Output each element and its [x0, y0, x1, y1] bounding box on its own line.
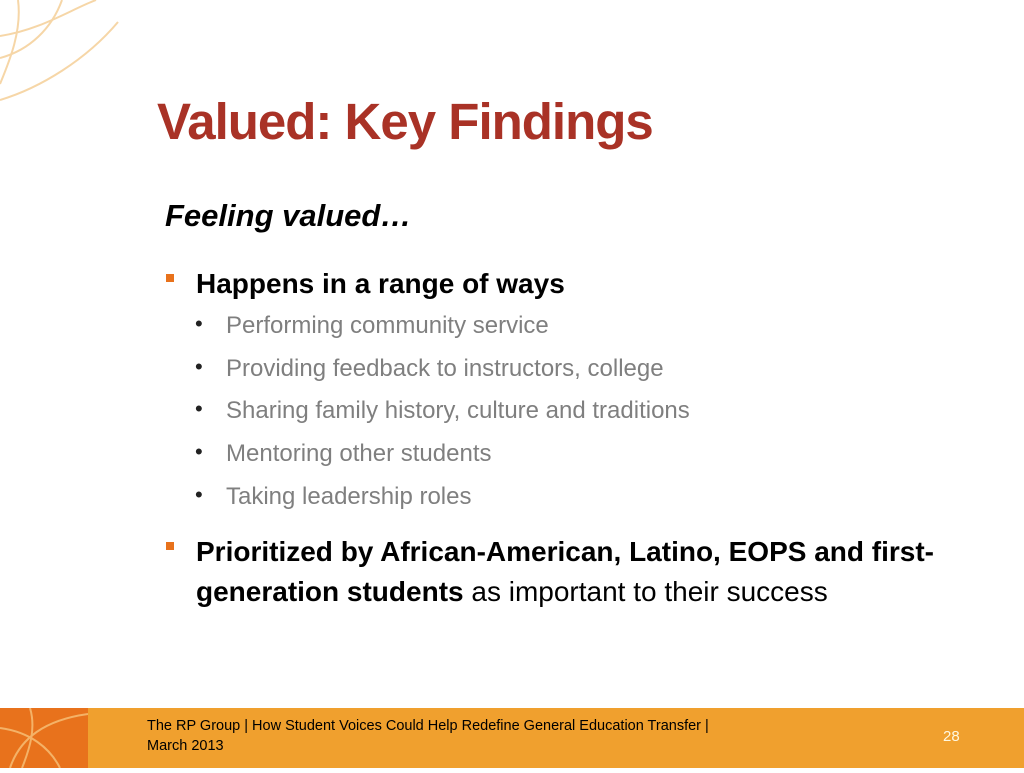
sub-bullet-item — [195, 311, 895, 345]
bullet-dot-icon: • — [195, 311, 203, 336]
bullet-text-regular: as important to their success — [463, 576, 828, 607]
footer-line-2: March 2013 — [147, 738, 224, 754]
slide-subtitle: Feeling valued… — [165, 198, 412, 233]
sub-bullet-text: Mentoring other students — [226, 440, 492, 467]
footer-swirl-decoration — [0, 708, 88, 768]
footer-line-1: The RP Group | How Student Voices Could Help Redefine General Education Transfer | — [147, 718, 709, 734]
sub-bullet-text: Taking leadership roles — [226, 483, 472, 510]
bullet-dot-icon: • — [195, 354, 203, 379]
sub-bullet-item — [195, 396, 895, 430]
bullet-text-bold: Prioritized by African-American, Latino, EOPS and first-generation students — [196, 536, 934, 607]
sub-bullet-text: Performing community service — [226, 312, 549, 339]
footer-text — [147, 716, 787, 756]
footer-bar — [0, 708, 1024, 768]
bullet-dot-icon: • — [195, 482, 203, 507]
bullet-text-bold: Happens in a range of ways — [196, 268, 565, 299]
bullet-dot-icon: • — [195, 396, 203, 421]
footer-accent-block — [0, 708, 88, 768]
page-number: 28 — [943, 728, 960, 745]
sub-bullet-item — [195, 354, 895, 388]
sub-bullet-item — [195, 482, 895, 516]
sub-bullet-item — [195, 439, 895, 473]
bullet-dot-icon: • — [195, 439, 203, 464]
sub-bullet-text: Sharing family history, culture and traditions — [226, 397, 690, 424]
square-bullet-icon — [166, 274, 174, 282]
square-bullet-icon — [166, 542, 174, 550]
corner-swirl-decoration — [0, 0, 130, 130]
sub-bullet-text: Providing feedback to instructors, college — [226, 355, 664, 382]
slide-title: Valued: Key Findings — [157, 93, 653, 150]
